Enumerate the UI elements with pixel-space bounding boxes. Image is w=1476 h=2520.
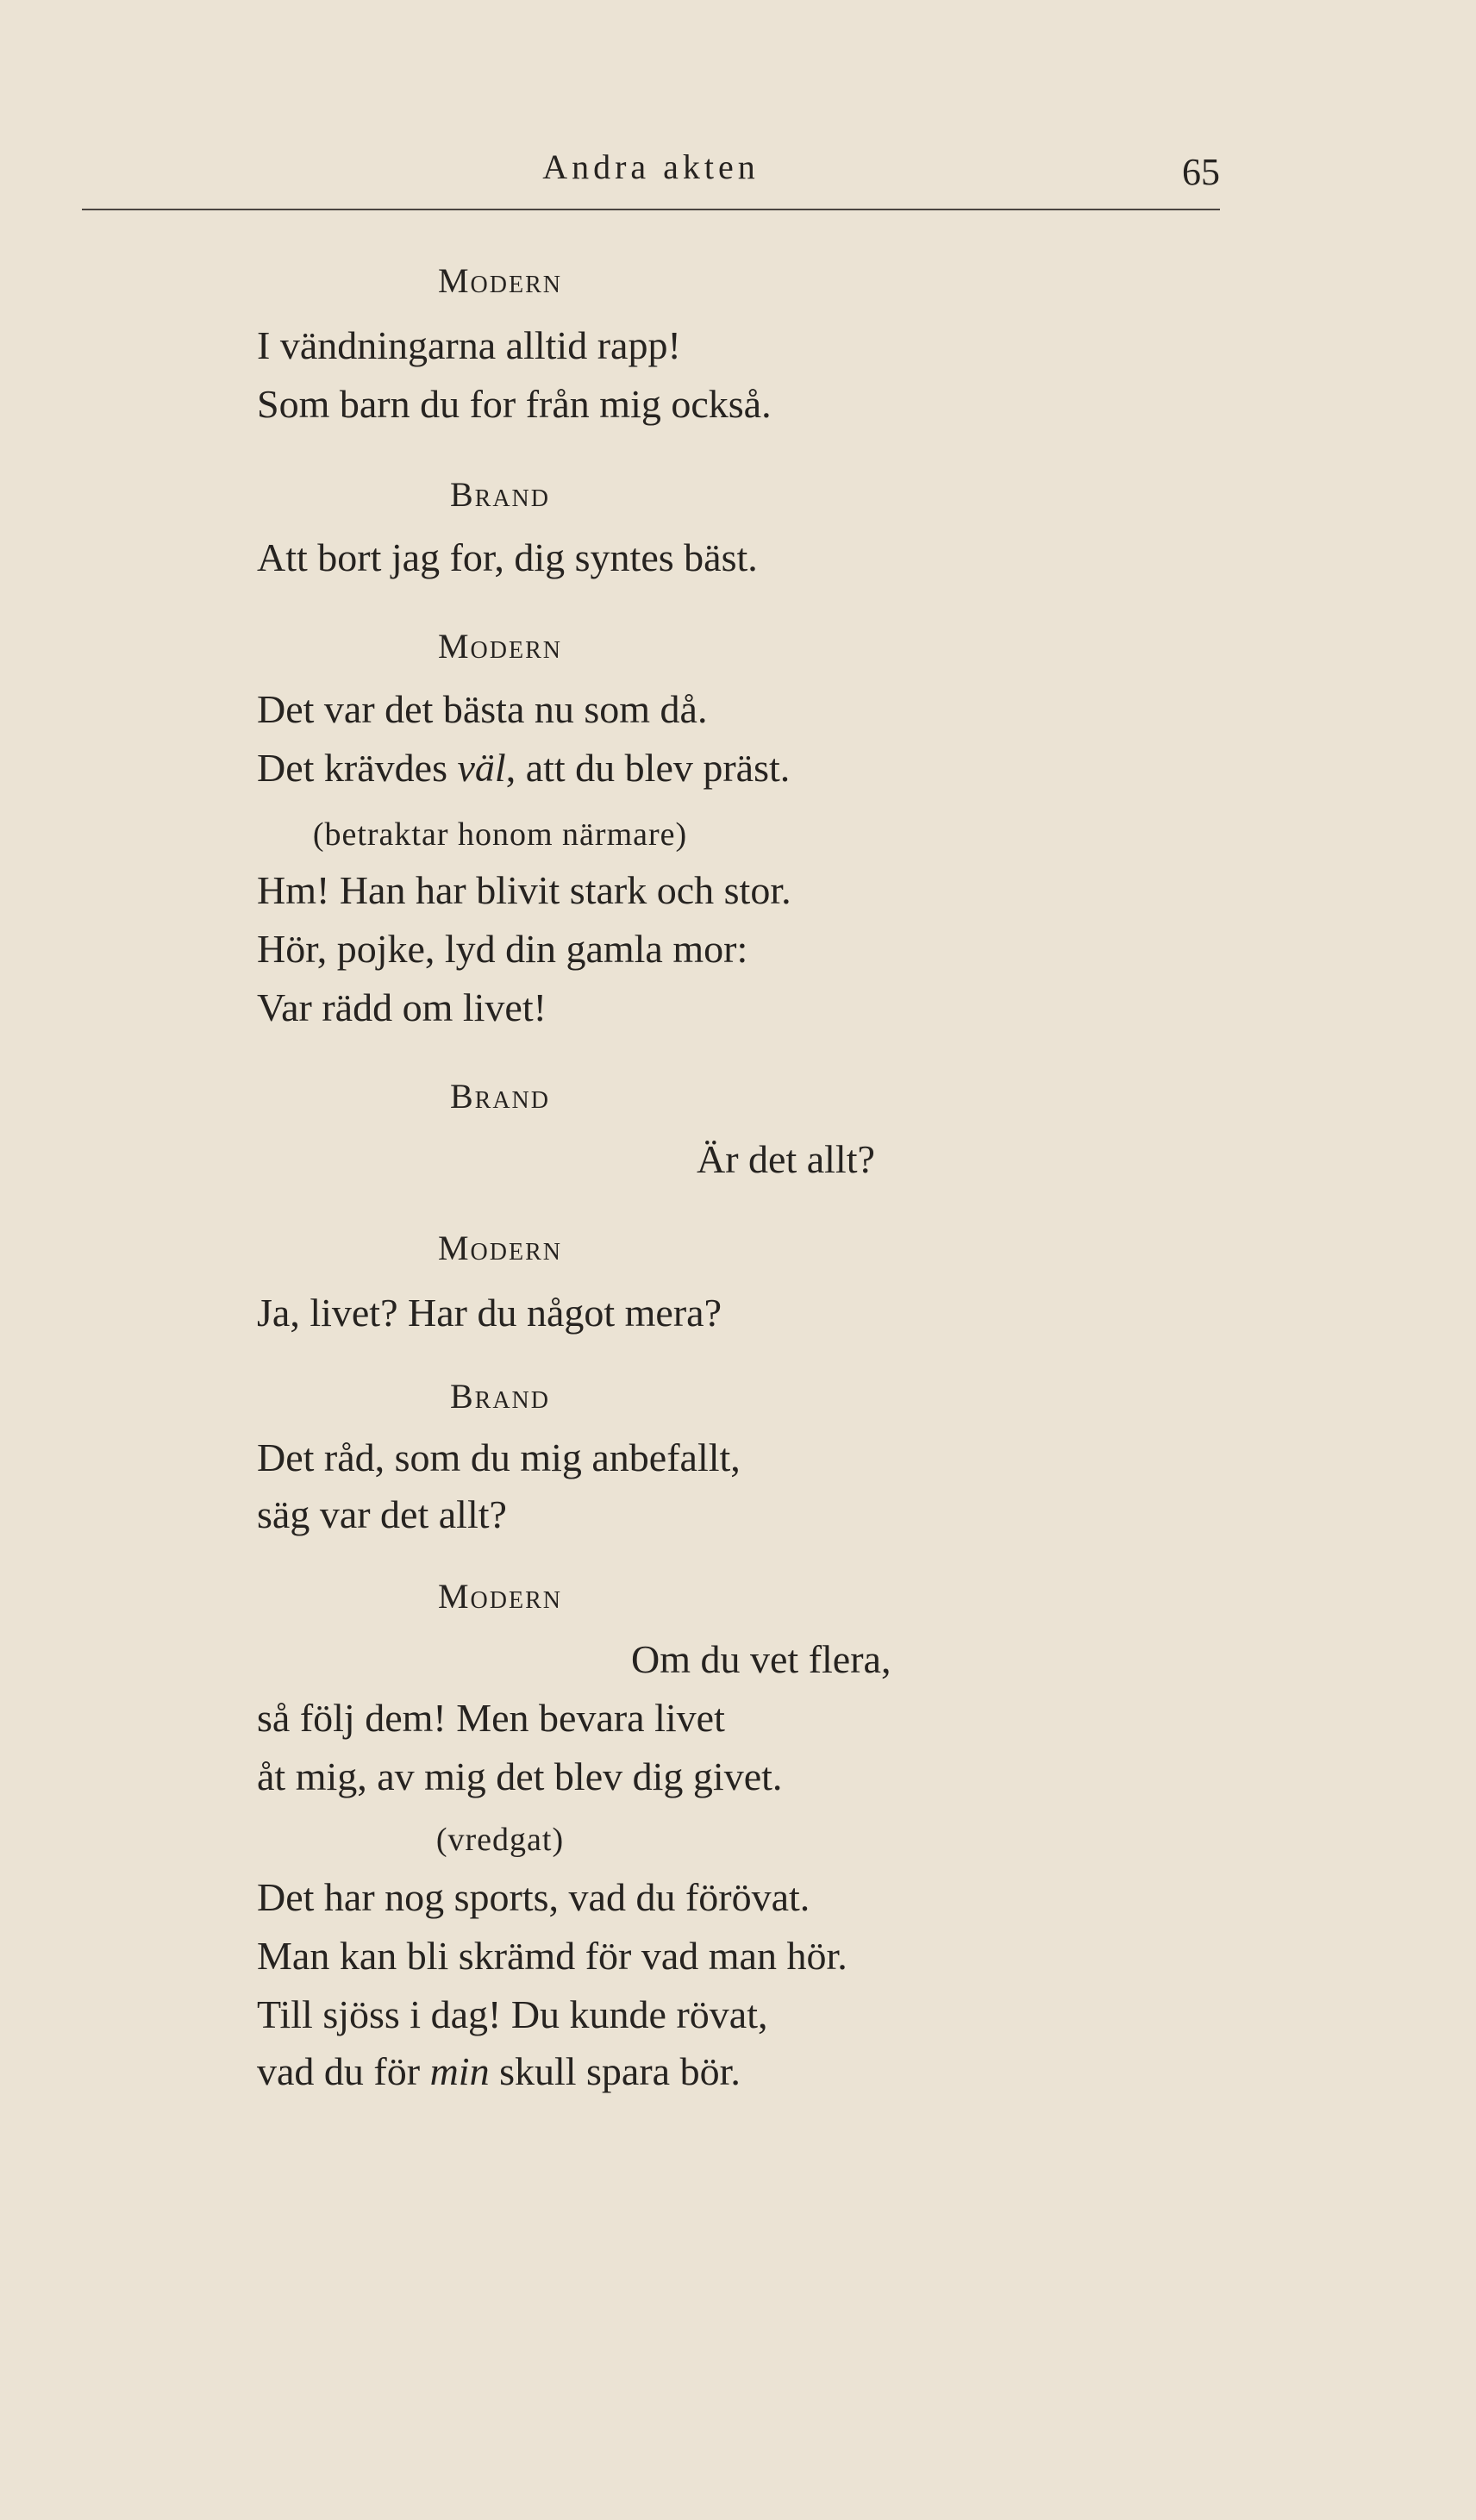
emphasis-text: min — [429, 2049, 490, 2093]
speaker-name: Modern — [437, 261, 562, 300]
verse-line: Det har nog sports, vad du förövat. — [257, 1875, 810, 1919]
verse-line: Ja, livet? Har du något mera? — [257, 1291, 722, 1335]
speaker-name: Brand — [449, 475, 551, 514]
speaker-name: Brand — [449, 1377, 551, 1416]
verse-line: Hör, pojke, lyd din gamla mor: — [257, 927, 748, 971]
verse-line: Är det allt? — [697, 1137, 875, 1181]
verse-line: Som barn du for från mig också. — [257, 382, 772, 426]
verse-line: Det var det bästa nu som då. — [257, 687, 708, 731]
verse-line: åt mig, av mig det blev dig givet. — [257, 1754, 783, 1798]
verse-line: Hm! Han har blivit stark och stor. — [257, 868, 791, 912]
verse-line — [257, 2048, 741, 2094]
page-header — [82, 147, 1220, 207]
speaker-name: Modern — [437, 627, 562, 666]
verse-line: säg var det allt? — [257, 1492, 507, 1536]
verse-line: Om du vet flera, — [631, 1637, 891, 1681]
speaker-name: Brand — [449, 1077, 551, 1116]
header-rule — [82, 209, 1220, 210]
emphasis-text: väl — [457, 746, 506, 790]
verse-text: Det krävdes — [257, 746, 458, 790]
page-number: 65 — [1182, 151, 1220, 193]
running-title: Andra akten — [542, 147, 760, 186]
verse-line: Till sjöss i dag! Du kunde rövat, — [257, 1992, 768, 2036]
stage-direction: (vredgat) — [435, 1822, 565, 1858]
verse-text: , att du blev präst. — [505, 746, 791, 790]
verse-text: vad du för — [257, 2049, 430, 2093]
speaker-name: Modern — [437, 1229, 562, 1267]
verse-line: Det råd, som du mig anbefallt, — [257, 1435, 741, 1479]
verse-line: I vändningarna alltid rapp! — [257, 323, 681, 367]
verse-line: så följ dem! Men bevara livet — [257, 1696, 725, 1740]
verse-line: Var rädd om livet! — [257, 985, 547, 1029]
verse-line: Att bort jag for, dig syntes bäst. — [257, 535, 758, 579]
verse-line: Man kan bli skrämd för vad man hör. — [257, 1934, 847, 1978]
verse-line — [257, 745, 790, 791]
stage-direction: (betraktar honom närmare) — [312, 816, 688, 853]
verse-text: skull spara bör. — [489, 2049, 741, 2093]
speaker-name: Modern — [437, 1577, 562, 1616]
